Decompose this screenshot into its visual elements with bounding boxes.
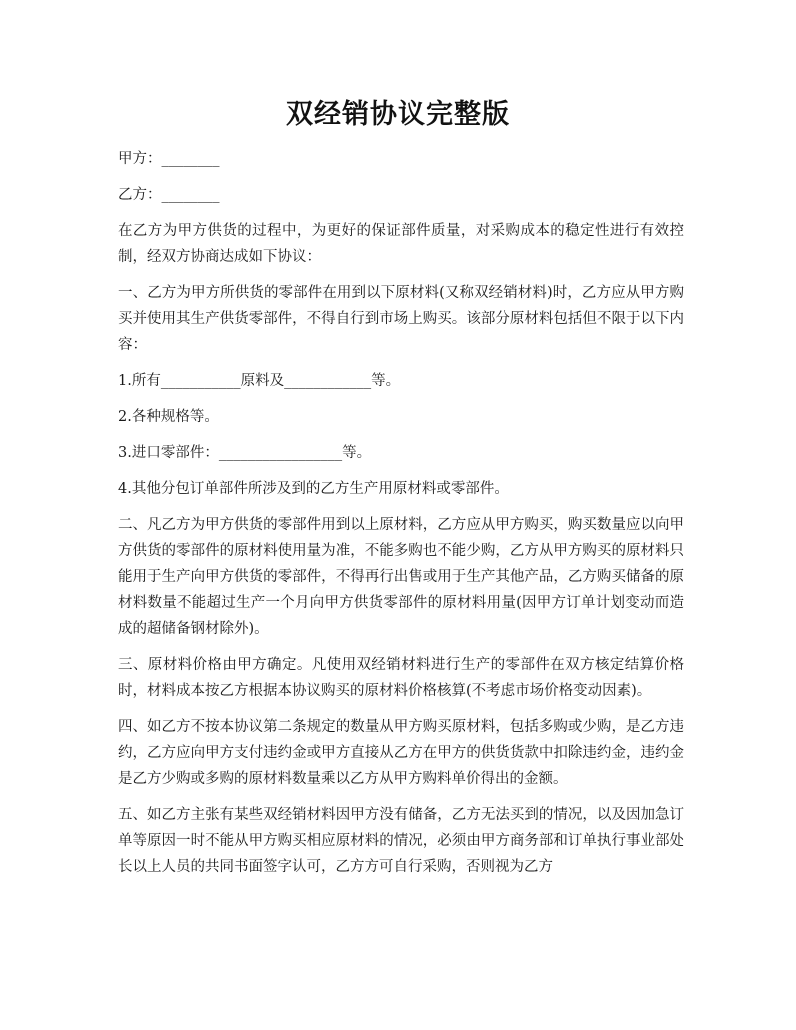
clause-1-item-1: 1.所有___________原料及____________等。 [118, 373, 401, 389]
preamble-paragraph: 在乙方为甲方供货的过程中，为更好的保证部件质量，对采购成本的稳定性进行有效控制，经双方协商达成如下协议： [118, 223, 684, 265]
document-body [118, 146, 684, 890]
clause-1-item-4: 4.其他分包订单部件所涉及到的乙方生产用原材料或零部件。 [118, 481, 509, 497]
party-a-line: 甲方：________ [118, 151, 220, 167]
clause-1-item-2: 2.各种规格等。 [118, 409, 219, 425]
clause-2-paragraph: 二、凡乙方为甲方供货的零部件用到以上原材料，乙方应从甲方购买，购买数量应以向甲方供货的零部件的原材料使用量为准，不能多购也不能少购，乙方从甲方购买的原材料只能用于生产向甲方供货的零部件，不得再行出售或用于生产其他产品，乙方购买储备的原材料数量不能超过生产一个月向甲方供货零部件的原材料用量(因甲方订单计划变动而造成的超储备钢材除外)。 [118, 517, 684, 637]
document-title: 双经销协议完整版 [286, 99, 510, 130]
clause-5-paragraph: 五、如乙方主张有某些双经销材料因甲方没有储备，乙方无法买到的情况，以及因加急订单等原因一时不能从甲方购买相应原材料的情况，必须由甲方商务部和订单执行事业部处长以上人员的共同书面签字认可，乙方方可自行采购，否则视为乙方 [118, 807, 684, 875]
clause-1-item-3: 3.进口零部件：_________________等。 [118, 445, 372, 461]
clause-4-paragraph: 四、如乙方不按本协议第二条规定的数量从甲方购买原材料，包括多购或少购，是乙方违约，乙方应向甲方支付违约金或甲方直接从乙方在甲方的供货货款中扣除违约金，违约金是乙方少购或多购的原材料数量乘以乙方从甲方购料单价得出的金额。 [118, 719, 684, 787]
party-b-line: 乙方：________ [118, 187, 220, 203]
clause-1-paragraph: 一、乙方为甲方所供货的零部件在用到以下原材料(又称双经销材料)时，乙方应从甲方购买并使用其生产供货零部件，不得自行到市场上购买。该部分原材料包括但不限于以下内容： [118, 285, 684, 353]
clause-3-paragraph: 三、原材料价格由甲方确定。凡使用双经销材料进行生产的零部件在双方核定结算价格时，材料成本按乙方根据本协议购买的原材料价格核算(不考虑市场价格变动因素)。 [118, 657, 684, 699]
